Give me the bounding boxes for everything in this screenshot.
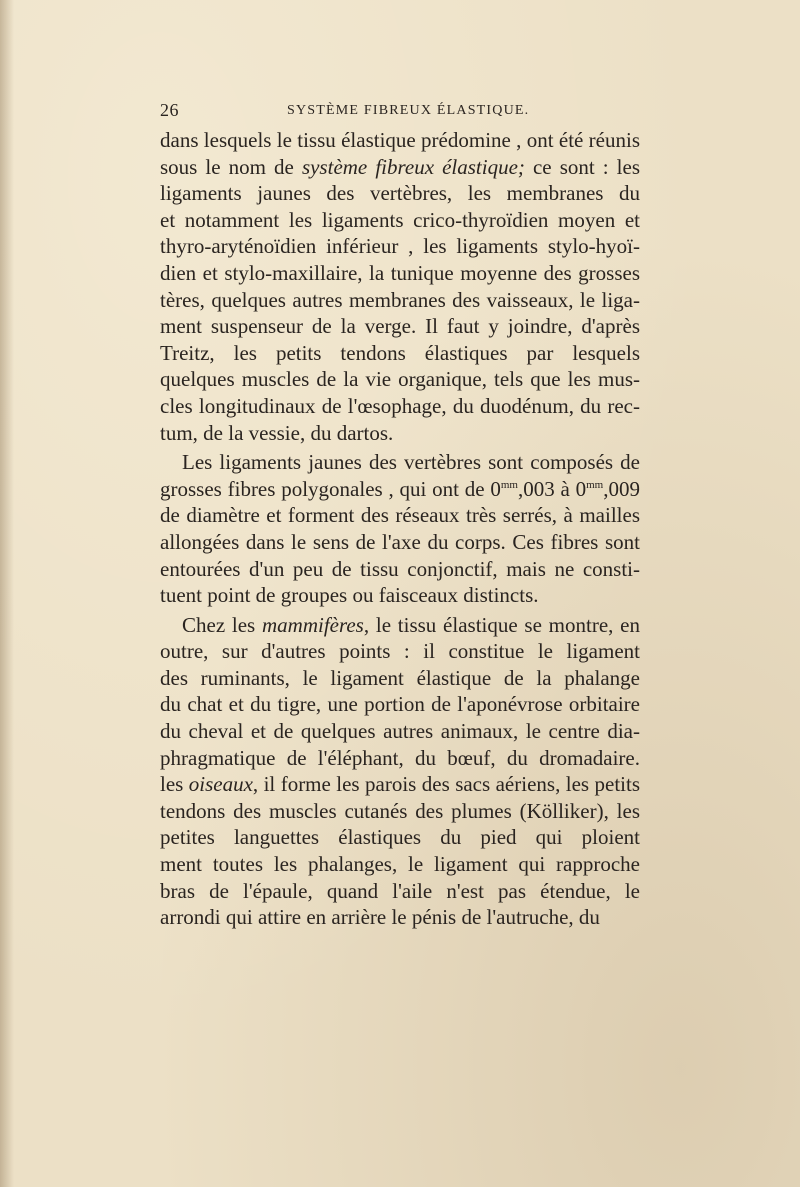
text-run: phragmatique de l'éléphant, du bœuf, du dromadaire. <box>160 745 640 770</box>
text-line <box>160 878 640 905</box>
text-line <box>160 127 640 154</box>
text-line <box>160 665 640 692</box>
text-run: les <box>160 772 189 797</box>
text-run: allongées dans le sens de l'axe du corps. Ces fibres sont <box>160 529 640 554</box>
text-run: tum, de la vessie, du dartos. <box>160 420 394 445</box>
text-line <box>160 260 640 287</box>
text-line <box>160 340 640 367</box>
text-run: du chat et du tigre, une portion de l'aponévrose orbitaire <box>160 692 640 717</box>
text-run: Les ligaments jaunes des vertèbres sont composés de <box>182 450 640 475</box>
text-run: du cheval et de quelques autres animaux, le centre dia- <box>160 719 640 744</box>
text-line <box>160 904 640 931</box>
text-line <box>160 476 640 503</box>
text-run: , le tissu élastique se montre, en <box>363 612 640 637</box>
text-line <box>160 745 640 772</box>
text-run: ,009 <box>603 476 640 501</box>
text-run: dien et stylo-maxillaire, la tunique moyenne des grosses <box>160 260 640 285</box>
text-line <box>160 287 640 314</box>
text-run: , il forme les parois des sacs aériens, les petits <box>252 772 640 797</box>
text-run: cles longitudinaux de l'œsophage, du duodénum, du rec- <box>160 393 640 418</box>
paragraph <box>160 127 640 446</box>
text-line <box>160 154 640 181</box>
text-line <box>160 366 640 393</box>
text-line <box>160 718 640 745</box>
paragraph <box>160 612 640 931</box>
text-line <box>160 502 640 529</box>
text-run: entourées d'un peu de tissu conjonctif, mais ne consti- <box>160 556 640 581</box>
text-line <box>160 420 640 447</box>
unit-superscript: mm <box>586 478 604 491</box>
text-run: outre, sur d'autres points : il constitue le ligament <box>160 639 640 664</box>
text-line <box>160 771 640 798</box>
text-line <box>160 582 640 609</box>
text-run: Treitz, les petits tendons élastiques par lesquels <box>160 340 640 365</box>
page-header <box>160 100 640 124</box>
text-run: ce sont : les <box>524 154 640 179</box>
text-line <box>160 313 640 340</box>
text-line <box>160 851 640 878</box>
text-run: ment suspenseur de la verge. Il faut y joindre, d'après <box>160 314 640 339</box>
text-run: grosses fibres polygonales , qui ont de 0 <box>160 476 501 501</box>
text-run: dans lesquels le tissu élastique prédomine , ont été réunis <box>160 128 640 152</box>
text-line <box>160 207 640 234</box>
text-run: arrondi qui attire en arrière le pénis de l'autruche, du <box>160 905 600 930</box>
page-number: 26 <box>160 100 179 120</box>
text-line <box>160 449 640 476</box>
running-title: SYSTÈME FIBREUX ÉLASTIQUE. <box>287 103 530 118</box>
text-line <box>160 180 640 207</box>
body-text <box>160 127 640 931</box>
text-line <box>160 691 640 718</box>
text-line <box>160 556 640 583</box>
text-run: tendons des muscles cutanés des plumes (Kölliker), les <box>160 798 640 823</box>
text-run: ,003 à 0 <box>517 476 587 501</box>
italic-term: mammifères <box>261 612 364 637</box>
text-run: thyro-aryténoïdien inférieur , les ligaments stylo-hyoï- <box>160 234 640 259</box>
text-line <box>160 393 640 420</box>
text-line <box>160 529 640 556</box>
text-run: tères, quelques autres membranes des vaisseaux, le liga- <box>160 287 640 312</box>
text-line <box>160 798 640 825</box>
text-line <box>160 824 640 851</box>
italic-term: oiseaux <box>188 772 253 797</box>
unit-superscript: mm <box>500 478 518 491</box>
italic-term: système fibreux élastique; <box>301 154 525 179</box>
text-run: tuent point de groupes ou faisceaux distincts. <box>160 583 539 608</box>
text-run: des ruminants, le ligament élastique de la phalange <box>160 665 640 690</box>
text-line <box>160 638 640 665</box>
text-run: bras de l'épaule, quand l'aile n'est pas étendue, le <box>160 878 640 903</box>
text-run: sous le nom de <box>160 154 302 179</box>
text-run: et notamment les ligaments crico-thyroïdien moyen et <box>160 207 640 232</box>
text-run: ment toutes les phalanges, le ligament qui rapproche <box>160 852 640 877</box>
text-run: quelques muscles de la vie organique, tels que les mus- <box>160 367 640 392</box>
text-line <box>160 233 640 260</box>
text-run: petites languettes élastiques du pied qui ploient <box>160 825 640 850</box>
page-edge-shadow <box>0 0 14 1187</box>
paragraph <box>160 449 640 609</box>
text-run: ligaments jaunes des vertèbres, les membranes du <box>160 181 640 206</box>
text-run: Chez les <box>182 612 262 637</box>
text-run: de diamètre et forment des réseaux très serrés, à mailles <box>160 503 640 528</box>
text-line <box>160 612 640 639</box>
